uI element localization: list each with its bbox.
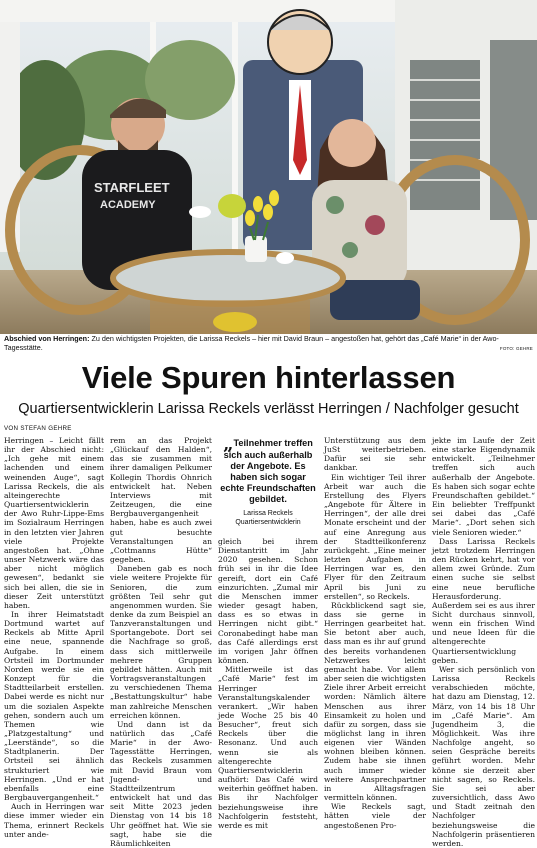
article-photo: [0, 0, 537, 334]
photo-illustration: [0, 0, 537, 334]
photo-caption: [4, 334, 533, 352]
paragraph: rem an das Projekt „Glückauf den Halden“, das sie zusammen mit ihrer damaligen Pelkumer Kollegin Thordis Ohnrich entwickelt hat. Neben Interviews mit Zeitzeugen, die eine Bergbauvergangenheit haben, habe es auch zwei gut besuchte Veranstaltungen an „Cottmanns Hütte“ gegeben.: [110, 436, 212, 565]
article-column-3: [218, 434, 318, 830]
paragraph: Und dann ist da natürlich das „Café Marie“ in der Awo-Tagesstätte Herringen, das Reckels zusammen mit David Braun vom Jugend- und Stadtteilzentrum entwickelt hat und das seit Mitte 2023 jeden Dienstag von 14 bis 18 Uhr geöffnet hat. Wie sie sagt, habe sie die Räumlichkeiten: [110, 719, 212, 848]
pull-quote-author: Larissa Reckels: [243, 510, 293, 517]
pull-quote-text: Teilnehmer treffen sich auch außerhalb der Angebote. Es haben sich sogar echte Freundschaften gebildet.: [220, 438, 316, 504]
article-column-4: [324, 436, 426, 830]
paragraph: Wer sich persönlich von Larissa Reckels verabschieden möchte, hat dazu am Dienstag, 12. März, von 14 bis 18 Uhr im „Café Marie“. Am Jugendheim 3, die Möglichkeit. Was ihre Nachfolge angeht, so seien Gespräche bereits geführt worden. Mehr könne sie derzeit aber nicht sagen, so Reckels. Sie sei aber zuversichtlich, dass Awo und Stadt zeitnah den Nachfolger beziehungsweise die Nachfolgerin präsentieren werden.: [432, 664, 535, 848]
paragraph: Dass Larissa Reckels jetzt trotzdem Herringen den Rücken kehrt, hat vor allem zwei Gründe. Zum einen suche sie selbst eine neue berufliche Herausforderung. Außerdem sei es aus ihrer Sicht durchaus sinnvoll, wenn ein frischen Wind und neue Ideen für die altengerechte Quartiersentwicklung geben.: [432, 536, 535, 665]
paragraph: jekte im Laufe der Zeit eine starke Eigendynamik entwickelt. „Teilnehmer treffen sich auch außerhalb der Angebote. Es haben sich sogar echte Freundschaften gebildet.“ Ein beliebter Treffpunkt sei dabei das „Café Marie“. „Dort sehen sich viele Senioren wieder.“: [432, 436, 535, 537]
pull-quote-role: Quartiersentwicklerin: [235, 519, 301, 526]
paragraph: Auch in Herringen war diese immer wieder ein Thema, erinnert Reckels unter ande-: [4, 802, 104, 839]
shirt-text-2: ACADEMY: [100, 199, 156, 211]
subheadline: Quartiersentwicklerin Larissa Reckels verlässt Herringen / Nachfolger gesucht: [18, 401, 519, 417]
article-column-2: [110, 436, 212, 848]
headline: Viele Spuren hinterlassen: [81, 360, 456, 395]
quote-mark-icon: „: [223, 434, 234, 455]
paragraph: Rückblickend sagt sie, dass sie gerne in Herringen gearbeitet hat. Sie betont aber auch, dass man es ihr auf grund des bereits vorhandenen Netzwerkes leicht gemacht habe. Vor allem aber seien die wichtigsten Ziele ihrer Arbeit erreicht worden: Nämlich ältere Menschen aus ihrer Einsamkeit zu holen und dafür zu sorgen, dass sie möglichst lang in ihren eigenen vier Wänden wohnen bleiben können. Zudem habe sie ihnen auch immer wieder weitere Ansprechpartner in Alltagsfragen vermitteln können.: [324, 600, 426, 803]
article-column-5: [432, 436, 535, 848]
caption-lead: Abschied von Herringen:: [4, 334, 90, 343]
photo-credit: FOTO: GEHRE: [499, 346, 533, 351]
paragraph: Unterstützung aus dem JuSt weiterbetrieben. Dafür sei sie sehr dankbar.: [324, 436, 426, 473]
paragraph: Wie Reckels sagt, hätten viele der angestoßenen Pro-: [324, 802, 426, 830]
paragraph: In ihrer Heimatstadt Dortmund wartet auf Reckels ab Mitte April eine neue, spannende Aufgabe. In einem Ortsteil im Dortmunder Norden werde sie ein Konzept für die Stadtteilarbeit erstellen. Dabei werde es nicht nur um die sozialen Aspekte gehen, sondern auch um Themen wie „Platzgestaltung“ und „Leerstände“, so die Stadtplanerin. Der Ortsteil sei ähnlich strukturiert wie Herringen. „Und er hat ebenfalls eine Bergbauvergangenheit.“: [4, 609, 104, 803]
paragraph: gleich bei ihrem Dienstantritt im Jahr 2020 gesehen. Schon früh sei in ihr die Idee gereift, dort ein Café einzurichten. „Zumal mir die Menschen immer wieder gesagt haben, dass es so etwas in Herringen nicht gibt.“ Coronabedingt habe man das Café allerdings erst im vorigen Jahr öffnen können.: [218, 537, 318, 666]
pull-quote-attribution: [218, 509, 318, 527]
shirt-text: STARFLEET: [94, 180, 170, 195]
paragraph: Mittlerweile ist das „Café Marie“ fest im Herringer Veranstaltungskalender verankert. „Wir haben jede Woche 25 bis 40 Besucher“, freut sich Reckels über die Resonanz. Und auch wenn sie als altengerechte Quartiersentwicklerin aufhört: Das Café wird weiterhin geöffnet haben. Bis ihr Nachfolger beziehungsweise ihre Nachfolgerin feststeht, werde es mit: [218, 665, 318, 830]
caption-text: Zu den wichtigsten Projekten, die Larissa Reckels – hier mit David Braun – angestoßen hat, gehört das „Café Marie“ in der Awo-Tagesstätte.: [4, 334, 499, 352]
pull-quote: [218, 434, 318, 505]
article-column-1: [4, 436, 104, 839]
byline: VON STEFAN GEHRE: [4, 425, 72, 432]
paragraph: Herringen – Leicht fällt ihr der Abschied nicht: „Ich gehe mit einem lachenden und einem weinenden Auge“, sagt Larissa Reckels, die als alteingerechte Quartiersentwicklerin der Awo Ruhr-Lippe-Ems im Sozialraum Herringen in den letzten vier Jahren viele Projekte angestoßen hat. „Ohne unser Netzwerk wäre das aber nicht möglich gewesen“, bedankt sie sich bei allen, die sie in dieser Zeit unterstützt haben.: [4, 436, 104, 610]
paragraph: Daneben gab es noch viele weitere Projekte für Senioren, die zum größten Teil sehr gut angenommen wurden. Sie denke da zum Beispiel an Tanzveranstaltungen und Sportangebote. Dort sei die Nachfrage so groß, dass sich mittlerweile mehrere Gruppen gebildet hätten. Auch mit Vortragsveranstaltungen zu verschiedenen Thema „Bestattungskultur“ habe man zahlreiche Menschen erreichen können.: [110, 564, 212, 720]
paragraph: Ein wichtiger Teil ihrer Arbeit war auch die Erstellung des Flyers „Angebote für Ältere in Herringen“, der alle drei Monate erscheint und der auf eine Anregung aus der Stadtteilkonferenz zurückgeht. „Eine meiner letzten Aufgaben in Herringen war es, den Flyer für den Zeitraum April bis Juni zu erstellen“, so Reckels.: [324, 472, 426, 601]
